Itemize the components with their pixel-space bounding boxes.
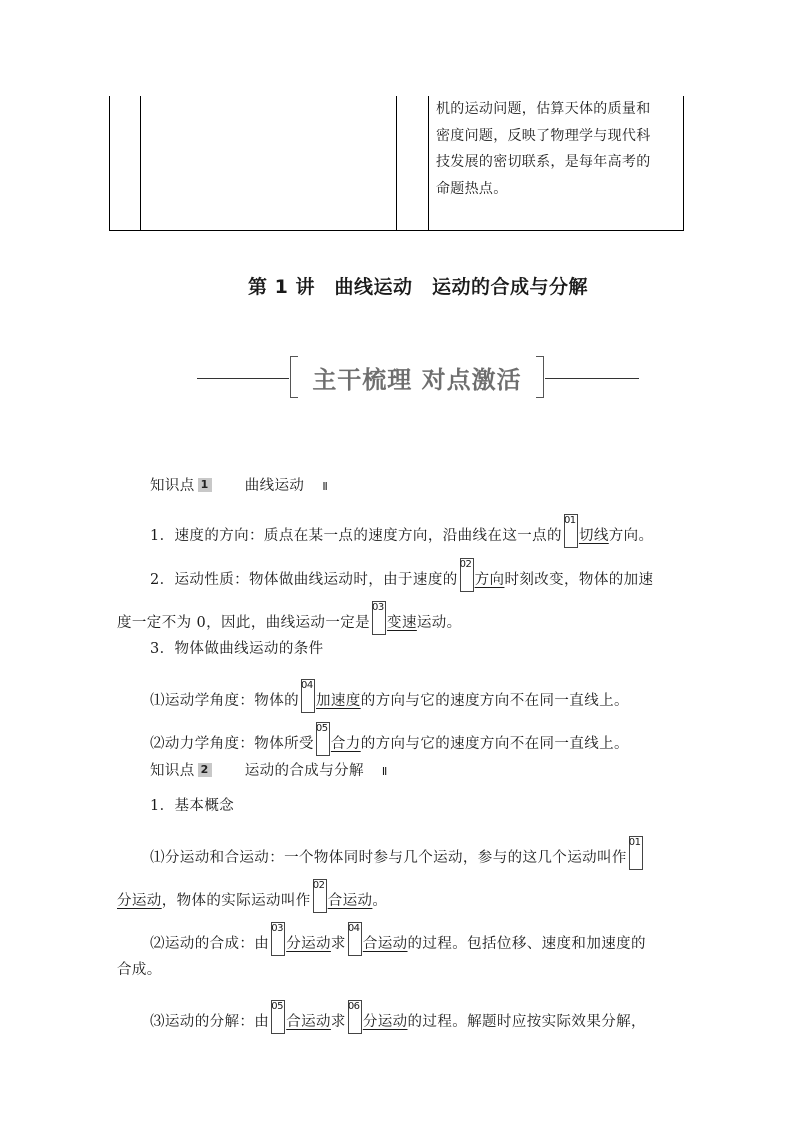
answer-blank: 方向 [474, 572, 505, 588]
knowledge-point-heading [150, 476, 329, 497]
answer-blank: 分运动 [362, 1014, 408, 1030]
text: ⑵动力学角度：物体所受 [150, 736, 314, 752]
paragraph-line: 1．基本概念 [150, 798, 235, 814]
answer-blank: 分运动 [286, 936, 331, 952]
paragraph-line [150, 836, 644, 870]
knowledge-point-badge: 2 [198, 763, 212, 777]
text: 的方向与它的速度方向不在同一直线上。 [360, 736, 629, 752]
text: 方向。 [608, 528, 654, 544]
knowledge-point-label: 知识点 [150, 478, 195, 494]
text: 时刻改变，物体的加速 [504, 572, 654, 588]
text: 求 [330, 936, 346, 952]
table-column-divider [140, 96, 141, 230]
answer-number: 05 [315, 723, 328, 734]
answer-number-box [348, 922, 362, 956]
answer-number: 01 [628, 837, 641, 848]
answer-blank: 合运动 [286, 1014, 331, 1030]
answer-number-box [301, 679, 315, 713]
level-mark: Ⅱ [381, 765, 389, 778]
knowledge-point-badge: 1 [198, 478, 212, 492]
answer-blank: 合运动 [362, 936, 408, 952]
knowledge-point-heading [150, 761, 388, 782]
table-cell-line: 技发展的密切联系，是每年高考的 [436, 154, 651, 170]
answer-number-box [460, 558, 474, 592]
paragraph-line [150, 679, 629, 713]
answer-number: 05 [271, 1001, 283, 1012]
paragraph-line [150, 514, 653, 548]
table-cell-line: 命题热点。 [436, 180, 508, 197]
answer-blank: 合运动 [327, 893, 373, 909]
answer-blank: 分运动 [117, 893, 162, 909]
level-mark: Ⅱ [322, 480, 329, 493]
paragraph-line [150, 1000, 646, 1034]
answer-number: 03 [372, 602, 384, 613]
text: 的过程。解题时应按实际效果分解， [407, 1014, 646, 1030]
knowledge-point-title: 曲线运动 [244, 478, 305, 494]
paragraph-line [150, 558, 653, 592]
paragraph-line [117, 879, 387, 913]
text: ⑵运动的合成：由 [150, 936, 270, 952]
text: 。 [372, 893, 388, 909]
text: ⑴分运动和合运动：一个物体同时参与几个运动，参与的这几个运动叫作 [150, 850, 627, 866]
banner-left-rule [197, 378, 289, 379]
table-cell-text [436, 96, 682, 202]
answer-number: 04 [347, 923, 360, 934]
text: 运动。 [416, 615, 462, 631]
paragraph-line: 合成。 [117, 962, 162, 978]
banner-right-bracket [536, 356, 544, 398]
answer-number-box [316, 722, 330, 756]
paragraph-line [117, 601, 462, 635]
answer-number: 03 [271, 923, 283, 934]
answer-number-box [348, 1000, 362, 1034]
answer-number: 02 [459, 559, 472, 570]
answer-number: 01 [563, 515, 576, 526]
knowledge-point-title: 运动的合成与分解 [244, 763, 364, 779]
paragraph-line: 3．物体做曲线运动的条件 [150, 641, 324, 657]
text: ⑶运动的分解：由 [150, 1014, 270, 1030]
answer-number: 06 [347, 1001, 360, 1012]
answer-blank: 加速度 [316, 693, 361, 709]
paragraph-line [150, 922, 646, 956]
table-cell-line: 密度问题，反映了物理学与现代科 [436, 127, 651, 144]
answer-number: 04 [301, 680, 313, 691]
section-banner: 主干梳理 对点激活 [312, 365, 522, 394]
text: 的过程。包括位移、速度和加速度的 [407, 936, 646, 952]
text: 1．速度的方向：质点在某一点的速度方向，沿曲线在这一点的 [150, 528, 562, 544]
table-cell-line: 机的运动问题，估算天体的质量和 [436, 101, 651, 117]
text: 度一定不为 0，因此，曲线运动一定是 [117, 615, 371, 631]
answer-number-box [271, 1000, 285, 1034]
answer-blank: 变速 [387, 615, 417, 631]
table-column-divider [396, 96, 397, 230]
banner-right-rule [545, 378, 639, 379]
answer-number-box [372, 601, 386, 635]
banner-left-bracket [290, 356, 298, 398]
answer-number-box [313, 879, 327, 913]
text: 的方向与它的速度方向不在同一直线上。 [360, 693, 629, 709]
text: 2．运动性质：物体做曲线运动时，由于速度的 [150, 572, 458, 588]
answer-number: 02 [312, 880, 325, 891]
text: ，物体的实际运动叫作 [161, 893, 311, 909]
paragraph-line [150, 722, 629, 756]
answer-blank: 切线 [578, 528, 609, 544]
text: ⑴运动学角度：物体的 [150, 693, 299, 709]
answer-blank: 合力 [330, 736, 361, 752]
answer-number-box [629, 836, 643, 870]
answer-number-box [564, 514, 578, 548]
answer-number-box [271, 922, 285, 956]
table-column-divider [428, 96, 429, 230]
text: 求 [330, 1014, 346, 1030]
lecture-title: 第 1 讲 曲线运动 运动的合成与分解 [248, 276, 588, 298]
knowledge-point-label: 知识点 [150, 763, 195, 779]
